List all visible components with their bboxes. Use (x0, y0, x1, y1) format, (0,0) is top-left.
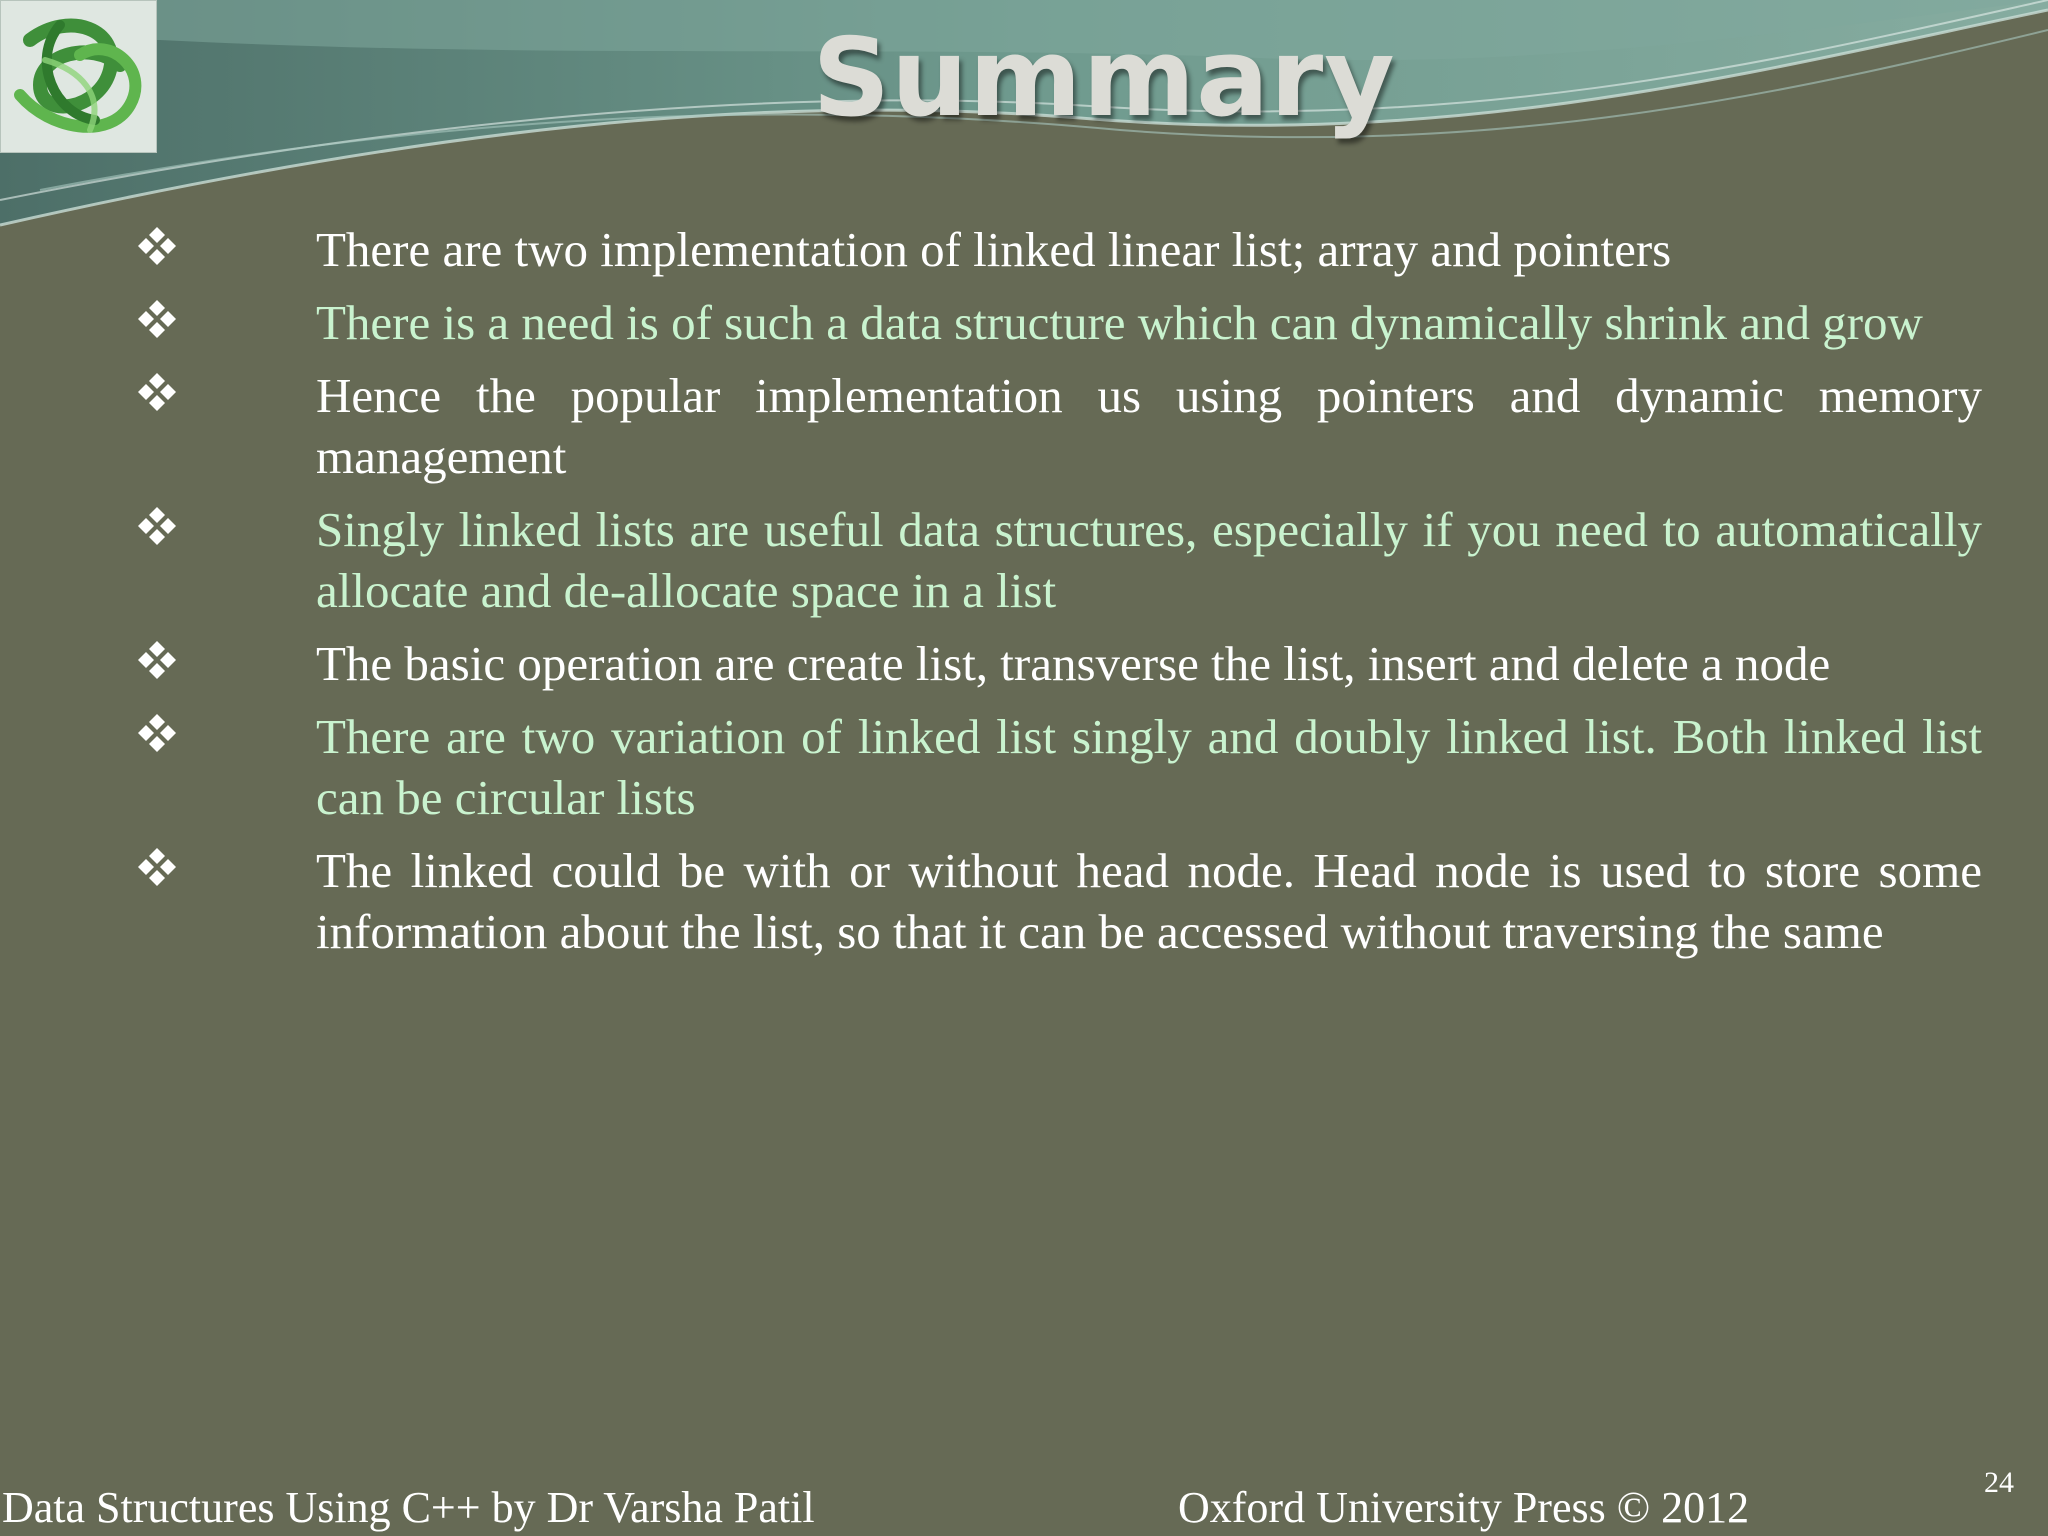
slide-title: Summary (812, 16, 1396, 141)
four-diamond-bullet-icon (136, 505, 178, 547)
bullet-item (0, 219, 2048, 280)
bullet-item (0, 499, 2048, 621)
bullet-item (0, 365, 2048, 487)
bullet-item (0, 706, 2048, 828)
bullet-text: The basic operation are create list, transverse the list, insert and delete a node (316, 636, 1831, 691)
bullet-item (0, 633, 2048, 694)
bullet-item (0, 840, 2048, 962)
bullet-text: There are two variation of linked list singly and doubly linked list. Both linked list can be circular lists (316, 709, 1982, 825)
footer-book-title: Data Structures Using C++ by Dr Varsha Patil (2, 1483, 815, 1532)
four-diamond-bullet-icon (136, 639, 178, 681)
bullet-item (0, 292, 2048, 353)
bullet-text: Hence the popular implementation us using pointers and dynamic memory management (316, 368, 1982, 484)
four-diamond-bullet-icon (136, 298, 178, 340)
page-number: 24 (1984, 1466, 2014, 1499)
four-diamond-bullet-icon (136, 225, 178, 267)
bullet-text: Singly linked lists are useful data structures, especially if you need to automatically allocate and de-allocate space in a list (316, 502, 1982, 618)
bullet-text: There is a need is of such a data structure which can dynamically shrink and grow (316, 295, 1923, 350)
bullet-text: There are two implementation of linked linear list; array and pointers (316, 222, 1672, 277)
summary-bullet-list (0, 219, 2048, 974)
bullet-text: The linked could be with or without head node. Head node is used to store some information about the list, so that it can be accessed without traversing the same (316, 843, 1982, 959)
four-diamond-bullet-icon (136, 371, 178, 413)
four-diamond-bullet-icon (136, 712, 178, 754)
footer-publisher: Oxford University Press © 2012 (1178, 1483, 1750, 1532)
four-diamond-bullet-icon (136, 846, 178, 888)
